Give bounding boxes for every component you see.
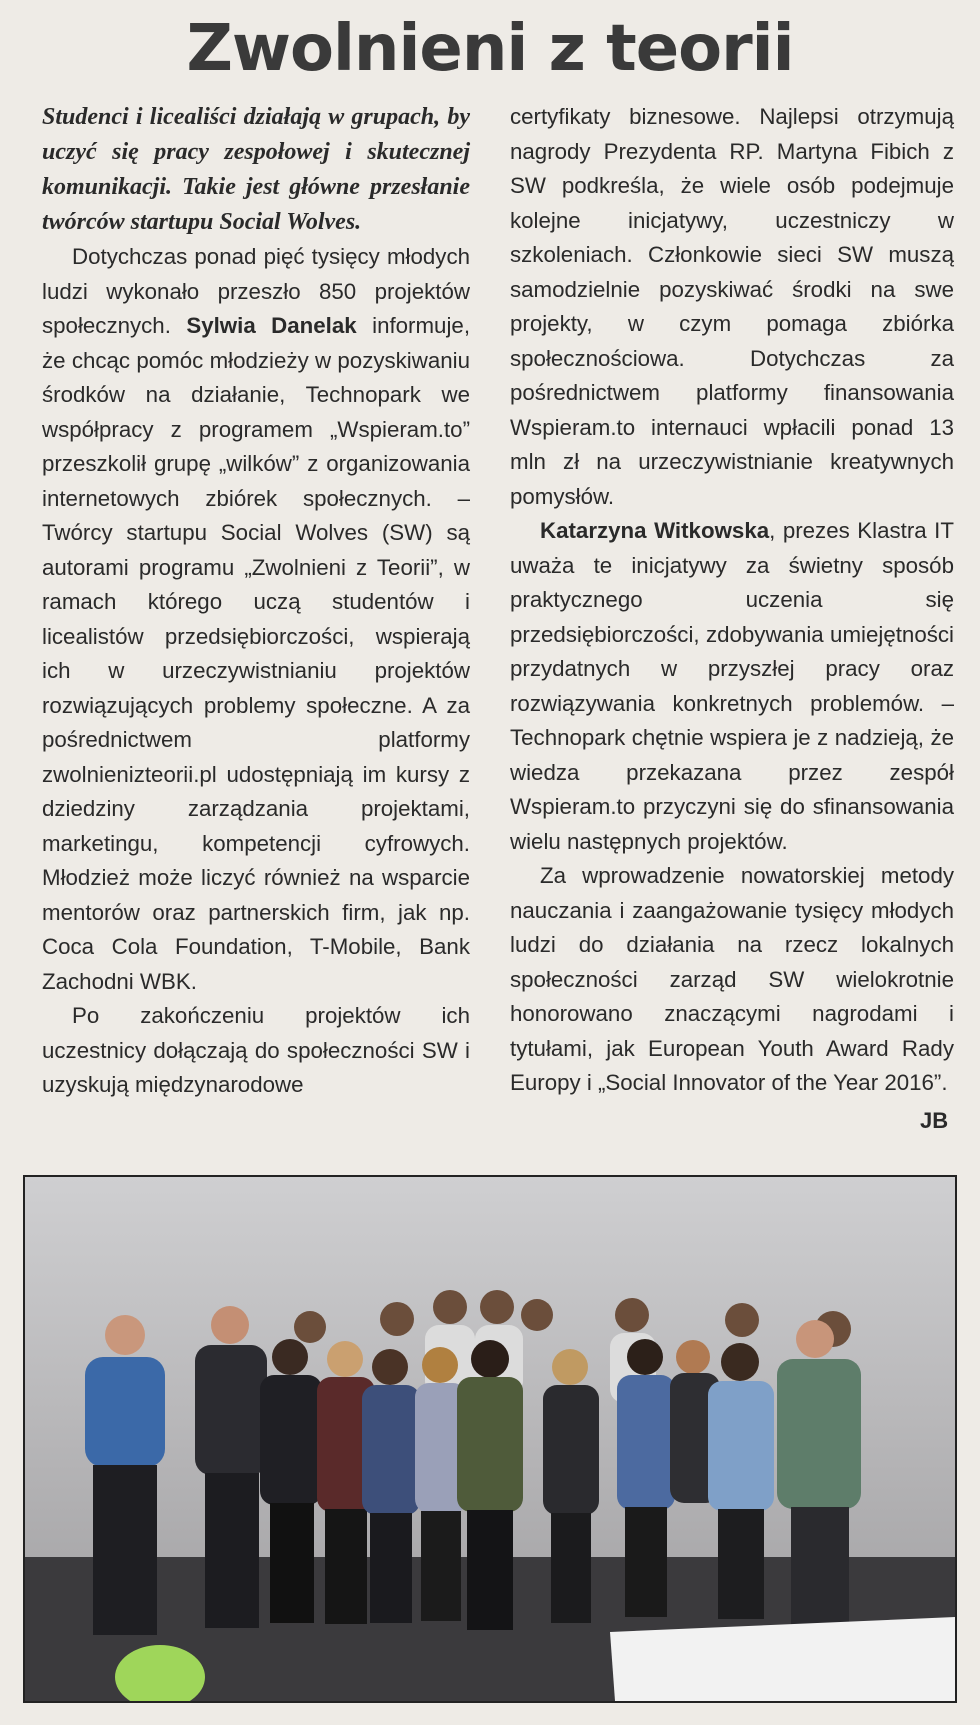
lead-paragraph: Studenci i licealiści działają w grupach, by uczyć się pracy zespołowej i skutecznej komunikacji. Takie jest główne przesłanie twórców startupu Social Wolves.: [42, 104, 470, 235]
group-photo: [23, 1175, 957, 1703]
body-text: , prezes Klastra IT uważa te inicjatywy za świetny sposób praktycznego uczenia się przedsiębiorczości, zdobywania umiejętności przydatnych w przyszłej pracy oraz rozwiązywania konkretnych problemów. – Technopark chętnie wspiera je z nadzieją, że wiedza przekazana przez zespół Wspieram.to przyczyni się do sfinansowania wielu następnych projektów.: [510, 518, 954, 854]
body-paragraph: [510, 514, 954, 859]
author-signature: JB: [920, 1108, 949, 1133]
article-column-left: [42, 100, 470, 1103]
body-paragraph: Po zakończeniu projektów ich uczestnicy dołączają do społeczności SW i uzyskują międzynarodowe: [42, 1003, 470, 1097]
group-photo-illustration: [25, 1177, 955, 1701]
headline: Zwolnieni z teorii: [186, 12, 794, 86]
body-paragraph: Za wprowadzenie nowatorskiej metody nauczania i zaangażowanie tysięcy młodych ludzi do działania na rzecz lokalnych społeczności zarząd SW wielokrotnie honorowano znaczącymi nagrodami i tytułami, jak European Youth Award Rady Europy i „Social Innovator of the Year 2016”.: [510, 863, 954, 1095]
article-column-right: [510, 100, 954, 1101]
body-text: informuje, że chcąc pomóc młodzieży w pozyskiwaniu środków na działanie, Technopark we współpracy z programem „Wspieram.to” przeszkolił grupę „wilków” z organizowania internetowych zbiórek społecznych. – Twórcy startupu Social Wolves (SW) są autorami programu „Zwolnieni z Teorii”, w ramach którego uczą studentów i licealistów przedsiębiorczości, wspierają ich w urzeczywistnianiu projektów rozwiązujących problemy społeczne. A za pośrednictwem platformy zwolnienizteorii.pl udostępniają im kursy z dziedziny zarządzania projektami, marketingu, kompetencji cyfrowych. Młodzież może liczyć również na wsparcie mentorów oraz partnerskich firm, jak np. Coca Cola Foundation, T-Mobile, Bank Zachodni WBK.: [42, 313, 471, 994]
body-paragraph: certyfikaty biznesowe. Najlepsi otrzymują nagrody Prezydenta RP. Martyna Fibich z SW podkreśla, że wiele osób podejmuje kolejne inicjatywy, uczestniczy w szkoleniach. Członkowie sieci SW muszą samodzielnie pozyskiwać środki na swe projekty, w czym pomaga zbiórka społecznościowa. Dotychczas za pośrednictwem platformy finansowania Wspieram.to internauci wpłacili ponad 13 mln zł na urzeczywistnianie kreatywnych pomysłów.: [510, 104, 954, 509]
body-paragraph: [42, 240, 470, 999]
body-text: Dotychczas ponad pięć tysięcy młodych ludzi wykonało przeszło 850 projektów społecznych.: [42, 244, 470, 338]
person-name: Katarzyna Witkowska: [540, 518, 770, 543]
person-name: Sylwia Danelak: [186, 313, 357, 338]
